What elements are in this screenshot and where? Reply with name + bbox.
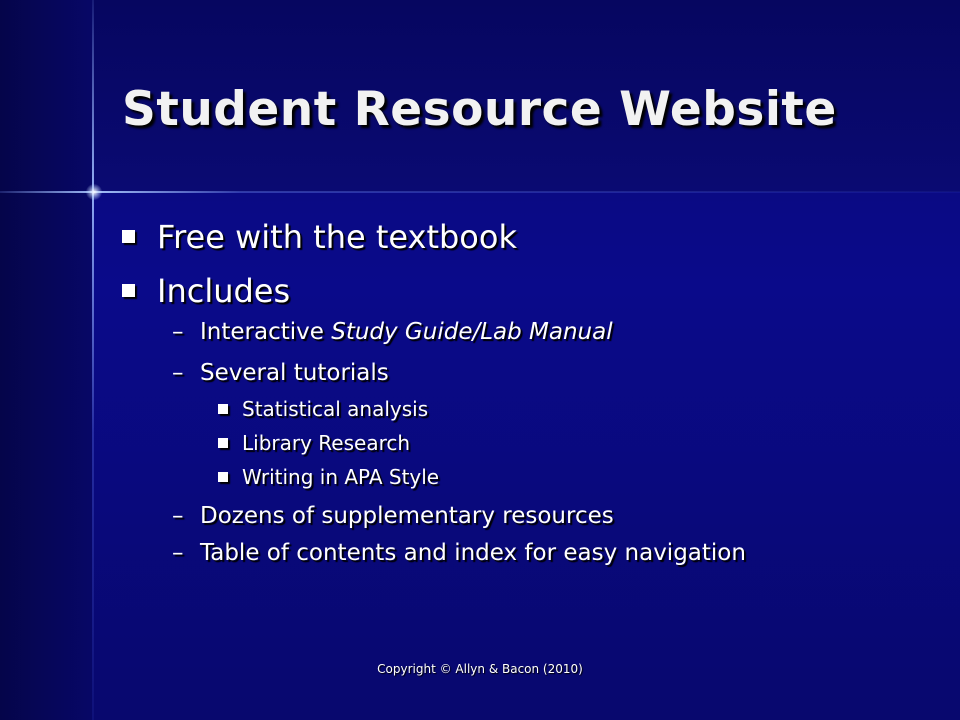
- tutorial-text: Writing in APA Style: [242, 465, 440, 489]
- square-bullet-icon: [218, 472, 228, 482]
- copyright-footer: Copyright © Allyn & Bacon (2010): [377, 662, 583, 676]
- tutorial-item: [218, 397, 428, 421]
- bullet-includes: [122, 272, 290, 310]
- sub-item-navigation: [172, 540, 746, 566]
- bullet-free: [122, 218, 517, 256]
- bullet-text: Includes: [157, 272, 291, 310]
- dash-bullet: –: [172, 503, 184, 529]
- sub-item-text: Table of contents and index for easy navigation: [200, 540, 746, 566]
- dash-bullet: –: [172, 319, 184, 345]
- tutorial-item: [218, 465, 439, 489]
- tutorial-item: [218, 431, 410, 455]
- sub-item-supplementary: [172, 503, 614, 529]
- sub-item-prefix: Interactive: [200, 319, 332, 345]
- tutorial-text: Statistical analysis: [242, 397, 429, 421]
- square-bullet-icon: [218, 438, 228, 448]
- sparkle-decor: [86, 184, 102, 200]
- square-bullet-icon: [122, 284, 135, 297]
- left-decor-strip: [0, 0, 92, 720]
- dash-bullet: –: [172, 540, 184, 566]
- slide-title: Student Resource Website: [122, 82, 837, 137]
- horizontal-accent-line: [0, 191, 960, 193]
- sub-item-italic-title: Study Guide/Lab Manual: [331, 319, 613, 345]
- sub-item-study-guide: [172, 319, 613, 345]
- bullet-text: Free with the textbook: [157, 218, 517, 256]
- square-bullet-icon: [122, 230, 135, 243]
- sub-item-text: Several tutorials: [200, 360, 389, 386]
- sub-item-tutorials: [172, 360, 389, 386]
- square-bullet-icon: [218, 404, 228, 414]
- tutorial-text: Library Research: [242, 431, 411, 455]
- dash-bullet: –: [172, 360, 184, 386]
- vertical-accent-line: [92, 0, 94, 720]
- sub-item-text: Dozens of supplementary resources: [200, 503, 614, 529]
